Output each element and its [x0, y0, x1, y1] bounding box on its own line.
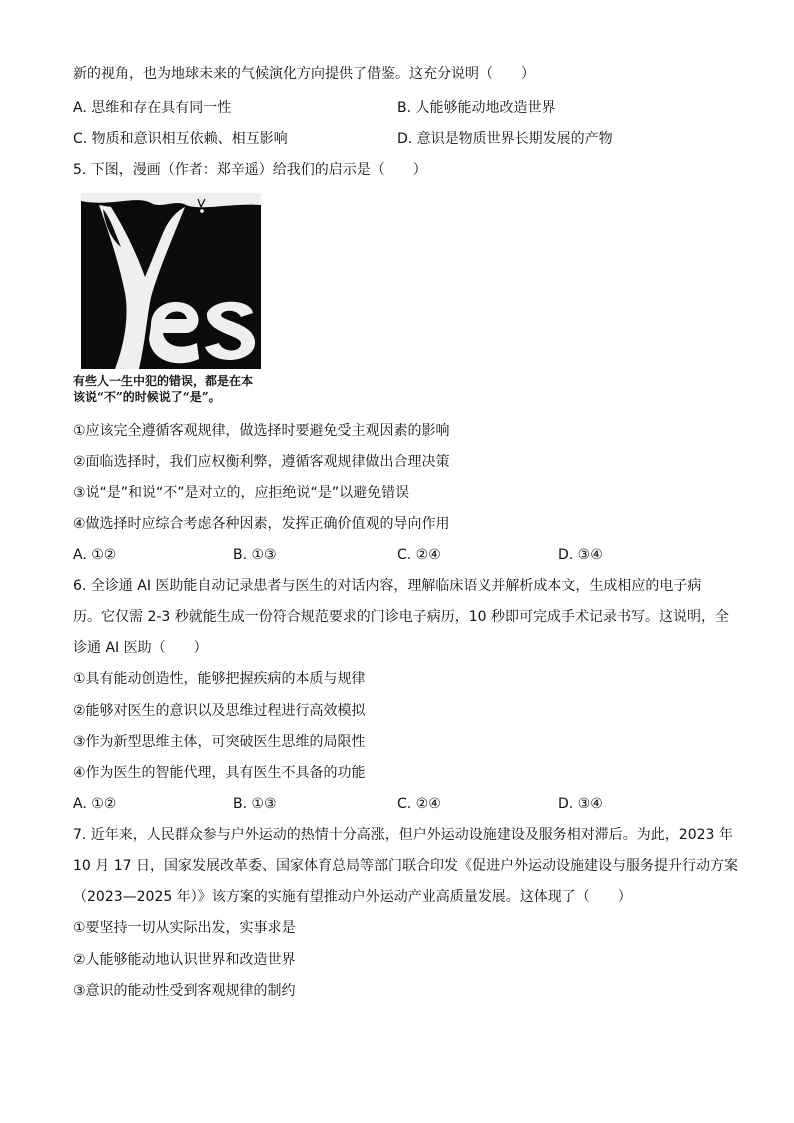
q7-stem-line-1: 7. 近年来，人民群众参与户外运动的热情十分高涨，但户外运动设施建设及服务相对滞后。为此，2023 年: [73, 827, 733, 843]
q6-statement-3: ③作为新型思维主体，可突破医生思维的局限性: [73, 734, 366, 750]
cartoon-caption-line-2: 该说“不”的时候说了“是”。: [73, 390, 221, 404]
q7-stem-line-2: 10 月 17 日，国家发展改革委、国家体育总局等部门联合印发《促进户外运动设施建设与服务提升行动方案: [73, 858, 738, 874]
q5-option-c: C. ②④: [397, 547, 441, 563]
q4-option-c: C. 物质和意识相互依赖、相互影响: [73, 131, 288, 147]
q5-statement-2: ②面临选择时，我们应权衡利弊，遵循客观规律做出合理决策: [73, 454, 450, 470]
q7-statement-2: ②人能够能动地认识世界和改造世界: [73, 952, 296, 968]
cartoon-caption-line-1: 有些人一生中犯的错误，都是在本: [73, 374, 254, 388]
q7-statement-3: ③意识的能动性受到客观规律的制约: [73, 983, 296, 999]
q6-option-c: C. ②④: [397, 796, 441, 812]
q5-stem: 5. 下图，漫画（作者：郑辛遥）给我们的启示是（ ）: [73, 162, 427, 178]
q5-option-a: A. ①②: [73, 547, 117, 563]
q4-option-b: B. 人能够能动地改造世界: [397, 100, 556, 116]
q6-statement-2: ②能够对医生的意识以及思维过程进行高效模拟: [73, 703, 366, 719]
q6-option-d: D. ③④: [558, 796, 603, 812]
q5-statement-1: ①应该完全遵循客观规律，做选择时要避免受主观因素的影响: [73, 423, 450, 439]
q6-option-a: A. ①②: [73, 796, 117, 812]
q6-statement-1: ①具有能动创造性，能够把握疾病的本质与规律: [73, 671, 366, 687]
q6-stem-line-3: 诊通 AI 医助（ ）: [73, 640, 208, 656]
q6-option-b: B. ①③: [233, 796, 277, 812]
q7-statement-1: ①要坚持一切从实际出发，实事求是: [73, 920, 296, 936]
q4-option-a: A. 思维和存在具有同一性: [73, 100, 232, 116]
q6-statement-4: ④作为医生的智能代理，具有医生不具备的功能: [73, 765, 366, 781]
q6-stem-line-1: 6. 全诊通 AI 医助能自动记录患者与医生的对话内容，理解临床语义并解析成本文，生成相应的电子病: [73, 578, 702, 594]
q6-stem-line-2: 历。它仅需 2-3 秒就能生成一份符合规范要求的门诊电子病历，10 秒即可完成手术记录书写。这说明，全: [73, 609, 730, 625]
q5-statement-4: ④做选择时应综合考虑各种因素，发挥正确价值观的导向作用: [73, 516, 450, 532]
q4-stem-tail: 新的视角，也为地球未来的气候演化方向提供了借鉴。这充分说明（ ）: [73, 66, 535, 82]
q5-statement-3: ③说“是”和说“不”是对立的，应拒绝说“是”以避免错误: [73, 485, 410, 501]
q7-stem-line-3: （2023—2025 年）》该方案的实施有望推动户外运动产业高质量发展。这体现了（ ）: [73, 889, 632, 905]
q5-option-d: D. ③④: [558, 547, 603, 563]
q4-option-d: D. 意识是物质世界长期发展的产物: [397, 131, 613, 147]
q5-option-b: B. ①③: [233, 547, 277, 563]
yes-cartoon-image: [81, 193, 261, 369]
